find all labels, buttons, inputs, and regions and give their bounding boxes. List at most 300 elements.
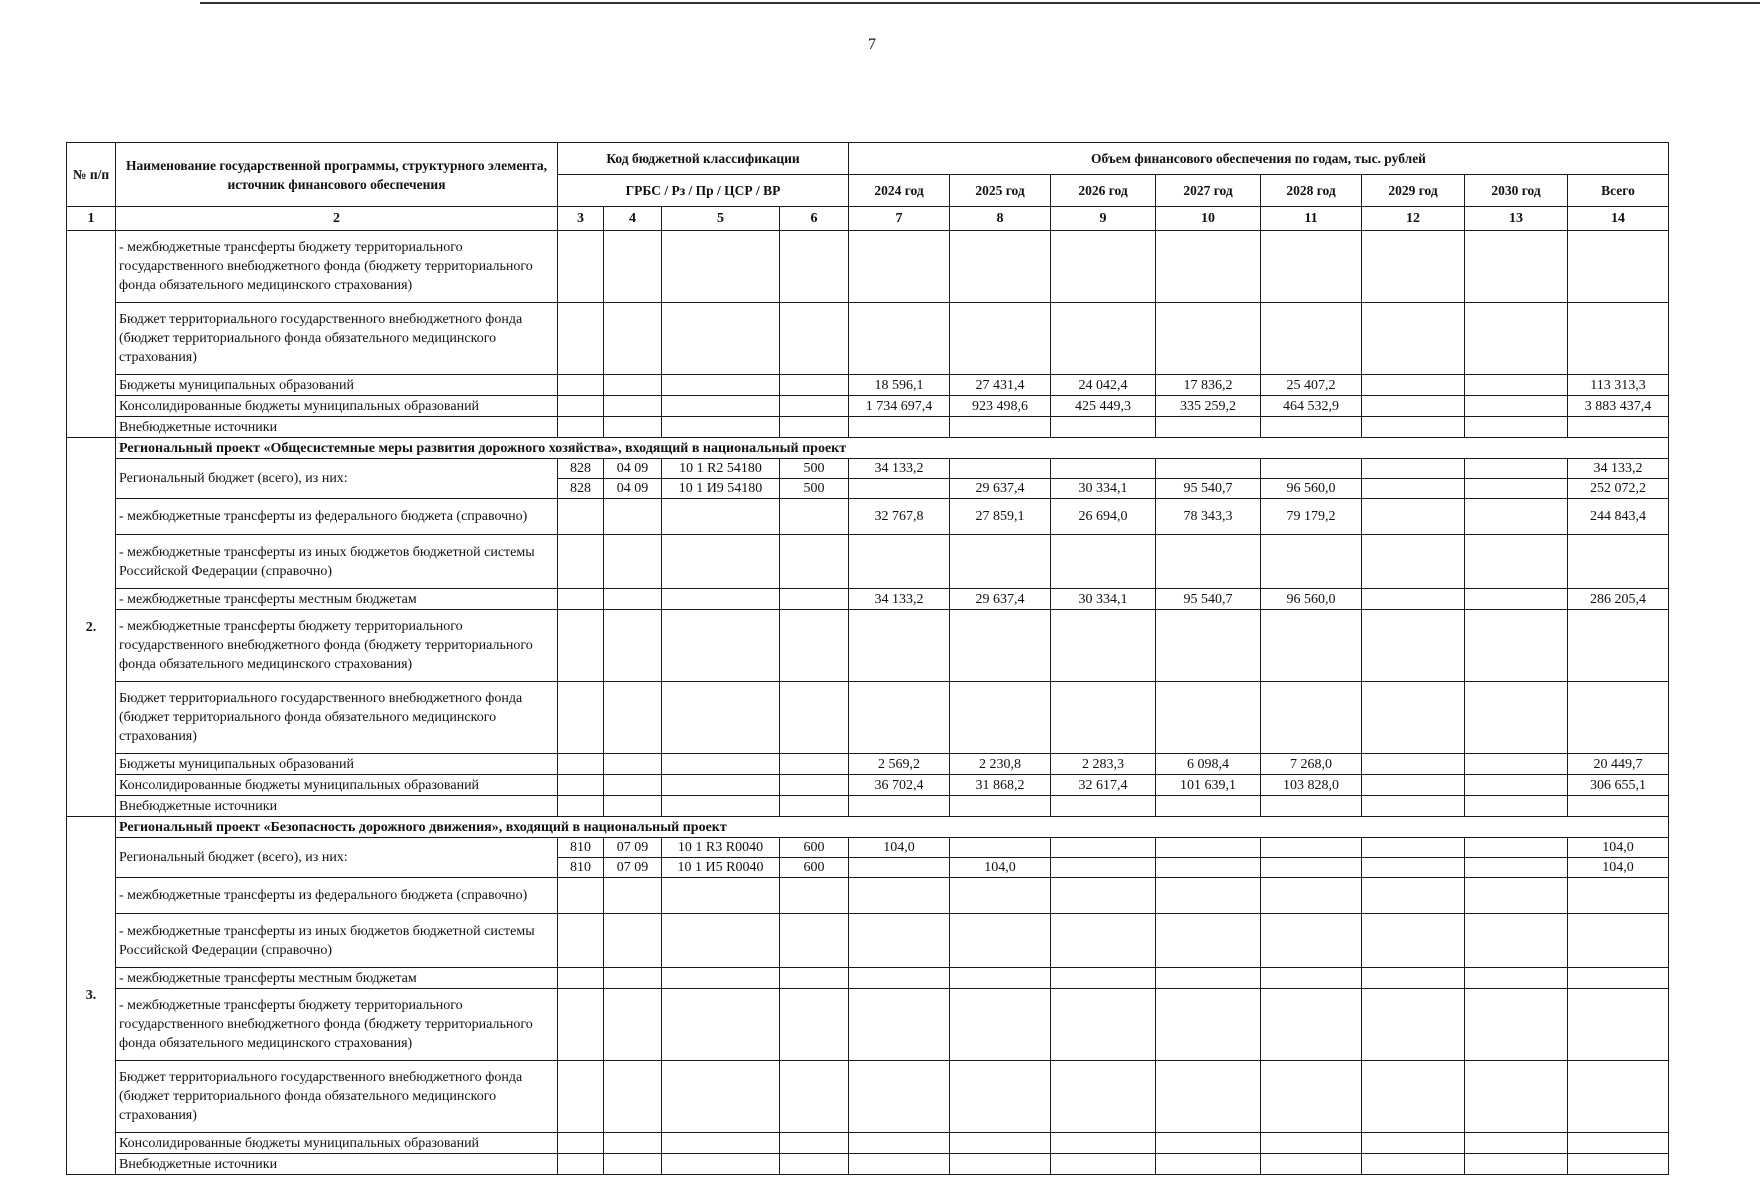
value-cell	[1362, 1154, 1465, 1175]
code-cell	[558, 1061, 604, 1133]
code-cell	[662, 589, 780, 610]
value-cell	[1156, 682, 1261, 754]
value-cell	[1362, 989, 1465, 1061]
value-cell	[1156, 610, 1261, 682]
code-cell	[558, 535, 604, 589]
value-cell: 30 334,1	[1051, 479, 1156, 499]
value-cell: 95 540,7	[1156, 589, 1261, 610]
value-cell	[1156, 1154, 1261, 1175]
value-cell	[849, 1154, 950, 1175]
value-cell	[1568, 610, 1669, 682]
row-name: - межбюджетные трансферты из иных бюджетов бюджетной системы Российской Федерации (справочно)	[116, 914, 558, 968]
section-title-row	[67, 438, 1669, 459]
value-cell	[1261, 914, 1362, 968]
value-cell	[1465, 775, 1568, 796]
header-code-sub: ГРБС / Рз / Пр / ЦСР / ВР	[558, 175, 849, 207]
value-cell: 17 836,2	[1156, 375, 1261, 396]
value-cell	[1156, 989, 1261, 1061]
value-cell	[1362, 775, 1465, 796]
value-cell	[1465, 479, 1568, 499]
code-cell	[662, 775, 780, 796]
code-cell	[558, 231, 604, 303]
row-name: Бюджеты муниципальных образований	[116, 375, 558, 396]
code-cell	[558, 754, 604, 775]
value-cell	[1362, 417, 1465, 438]
value-cell	[1465, 610, 1568, 682]
value-cell: 306 655,1	[1568, 775, 1669, 796]
code-cell	[780, 303, 849, 375]
code-cell	[662, 682, 780, 754]
row-name: - межбюджетные трансферты местным бюджетам	[116, 589, 558, 610]
vr-cell: 500	[780, 479, 849, 499]
table-row	[67, 499, 1669, 535]
value-cell: 29 637,4	[950, 479, 1051, 499]
value-cell: 104,0	[1568, 838, 1669, 858]
table-row	[67, 1061, 1669, 1133]
value-cell	[1568, 535, 1669, 589]
value-cell: 25 407,2	[1261, 375, 1362, 396]
code-cell	[604, 303, 662, 375]
value-cell	[1568, 417, 1669, 438]
value-cell	[1156, 968, 1261, 989]
value-cell	[950, 1061, 1051, 1133]
value-cell	[1051, 968, 1156, 989]
value-cell: 464 532,9	[1261, 396, 1362, 417]
code-cell	[558, 1133, 604, 1154]
value-cell: 34 133,2	[849, 459, 950, 479]
value-cell	[1156, 878, 1261, 914]
value-cell	[950, 796, 1051, 817]
code-cell	[558, 775, 604, 796]
code-cell	[558, 914, 604, 968]
value-cell	[1362, 682, 1465, 754]
section-title-row	[67, 817, 1669, 838]
value-cell	[1465, 1133, 1568, 1154]
rz-pr-cell: 04 09	[604, 459, 662, 479]
code-cell	[604, 1133, 662, 1154]
code-cell	[558, 610, 604, 682]
value-cell	[950, 682, 1051, 754]
value-cell: 335 259,2	[1156, 396, 1261, 417]
csr-cell: 10 1 R2 54180	[662, 459, 780, 479]
value-cell	[1051, 303, 1156, 375]
regional-budget-label: Региональный бюджет (всего), из них:	[116, 459, 558, 499]
value-cell	[1465, 535, 1568, 589]
value-cell	[1465, 417, 1568, 438]
value-cell	[1051, 1133, 1156, 1154]
code-cell	[780, 989, 849, 1061]
value-cell: 6 098,4	[1156, 754, 1261, 775]
code-cell	[780, 375, 849, 396]
vr-cell: 500	[780, 459, 849, 479]
value-cell	[1362, 914, 1465, 968]
value-cell: 32 617,4	[1051, 775, 1156, 796]
value-cell: 27 431,4	[950, 375, 1051, 396]
value-cell	[950, 610, 1051, 682]
value-cell	[1156, 796, 1261, 817]
value-cell	[1362, 1133, 1465, 1154]
table-row	[67, 796, 1669, 817]
code-cell	[604, 754, 662, 775]
value-cell	[849, 610, 950, 682]
value-cell	[1261, 535, 1362, 589]
value-cell	[1261, 838, 1362, 858]
value-cell	[1362, 610, 1465, 682]
value-cell	[1465, 1154, 1568, 1175]
value-cell: 36 702,4	[849, 775, 950, 796]
value-cell	[1465, 231, 1568, 303]
code-cell	[662, 499, 780, 535]
value-cell	[1568, 1133, 1669, 1154]
row-name: - межбюджетные трансферты из федерального бюджета (справочно)	[116, 878, 558, 914]
value-cell	[1051, 838, 1156, 858]
code-cell	[558, 396, 604, 417]
value-cell	[1568, 914, 1669, 968]
header-year: 2027 год	[1156, 175, 1261, 207]
table-row	[67, 396, 1669, 417]
row-name: - межбюджетные трансферты бюджету территориального государственного внебюджетного фонда (бюджету территориального фонда обязательного медицинского страхования)	[116, 610, 558, 682]
value-cell	[1261, 1061, 1362, 1133]
code-cell	[604, 989, 662, 1061]
grbs-cell: 810	[558, 858, 604, 878]
value-cell: 24 042,4	[1051, 375, 1156, 396]
row-name: - межбюджетные трансферты из федерального бюджета (справочно)	[116, 499, 558, 535]
value-cell	[1362, 535, 1465, 589]
value-cell	[1568, 989, 1669, 1061]
grbs-cell: 828	[558, 459, 604, 479]
value-cell	[1051, 858, 1156, 878]
value-cell	[1362, 858, 1465, 878]
value-cell	[1156, 303, 1261, 375]
value-cell	[1051, 231, 1156, 303]
code-cell	[780, 1154, 849, 1175]
value-cell: 31 868,2	[950, 775, 1051, 796]
value-cell	[1465, 838, 1568, 858]
csr-cell: 10 1 И9 54180	[662, 479, 780, 499]
value-cell	[1051, 459, 1156, 479]
value-cell	[950, 968, 1051, 989]
value-cell	[849, 231, 950, 303]
value-cell	[849, 682, 950, 754]
row-name: Консолидированные бюджеты муниципальных образований	[116, 775, 558, 796]
value-cell: 104,0	[849, 838, 950, 858]
header-year: 2028 год	[1261, 175, 1362, 207]
value-cell: 18 596,1	[849, 375, 950, 396]
code-cell	[662, 535, 780, 589]
value-cell	[1465, 303, 1568, 375]
value-cell	[1051, 682, 1156, 754]
header-row-1	[67, 143, 1669, 175]
value-cell	[1465, 796, 1568, 817]
value-cell	[1568, 303, 1669, 375]
table-row	[67, 1154, 1669, 1175]
csr-cell: 10 1 И5 R0040	[662, 858, 780, 878]
header-year: 2030 год	[1465, 175, 1568, 207]
section-title: Региональный проект «Безопасность дорожного движения», входящий в национальный проект	[116, 817, 1669, 838]
value-cell: 425 449,3	[1051, 396, 1156, 417]
column-number-row	[67, 207, 1669, 231]
value-cell	[1362, 231, 1465, 303]
value-cell	[1465, 754, 1568, 775]
value-cell	[950, 459, 1051, 479]
value-cell	[1156, 838, 1261, 858]
value-cell	[1362, 375, 1465, 396]
table-row	[67, 1133, 1669, 1154]
vr-cell: 600	[780, 858, 849, 878]
row-name: Бюджет территориального государственного внебюджетного фонда (бюджет территориального фонда обязательного медицинского страхования)	[116, 303, 558, 375]
value-cell	[1051, 796, 1156, 817]
code-cell	[662, 396, 780, 417]
header-name: Наименование государственной программы, структурного элемента, источник финансового обеспечения	[116, 143, 558, 207]
column-number: 1	[67, 207, 116, 231]
column-number: 4	[604, 207, 662, 231]
vr-cell: 600	[780, 838, 849, 858]
header-num: № п/п	[67, 143, 116, 207]
code-cell	[604, 878, 662, 914]
column-number: 2	[116, 207, 558, 231]
value-cell	[1465, 968, 1568, 989]
value-cell: 1 734 697,4	[849, 396, 950, 417]
value-cell	[1568, 682, 1669, 754]
page-number: 7	[868, 36, 876, 53]
code-cell	[604, 775, 662, 796]
value-cell: 96 560,0	[1261, 479, 1362, 499]
value-cell	[849, 417, 950, 438]
code-cell	[604, 499, 662, 535]
value-cell	[849, 968, 950, 989]
value-cell	[950, 878, 1051, 914]
value-cell	[1465, 375, 1568, 396]
code-cell	[558, 989, 604, 1061]
column-number: 5	[662, 207, 780, 231]
value-cell	[1156, 417, 1261, 438]
code-cell	[604, 396, 662, 417]
value-cell	[1261, 610, 1362, 682]
value-cell	[1465, 459, 1568, 479]
value-cell	[1465, 682, 1568, 754]
value-cell	[1261, 858, 1362, 878]
value-cell	[1261, 459, 1362, 479]
table-row	[67, 878, 1669, 914]
code-cell	[662, 375, 780, 396]
code-cell	[780, 1061, 849, 1133]
value-cell: 27 859,1	[950, 499, 1051, 535]
value-cell	[1568, 878, 1669, 914]
table-row	[67, 303, 1669, 375]
code-cell	[662, 1154, 780, 1175]
table-row	[67, 417, 1669, 438]
value-cell	[1465, 858, 1568, 878]
value-cell	[849, 989, 950, 1061]
value-cell: 286 205,4	[1568, 589, 1669, 610]
value-cell	[1362, 754, 1465, 775]
value-cell: 252 072,2	[1568, 479, 1669, 499]
row-number-cell	[67, 231, 116, 438]
column-number: 7	[849, 207, 950, 231]
value-cell	[1261, 796, 1362, 817]
header-year: 2024 год	[849, 175, 950, 207]
value-cell	[849, 878, 950, 914]
column-number: 14	[1568, 207, 1669, 231]
value-cell: 95 540,7	[1156, 479, 1261, 499]
value-cell	[950, 1154, 1051, 1175]
value-cell: 2 230,8	[950, 754, 1051, 775]
regional-budget-row	[67, 459, 1669, 479]
header-total: Всего	[1568, 175, 1669, 207]
row-name: Внебюджетные источники	[116, 1154, 558, 1175]
value-cell	[1362, 796, 1465, 817]
value-cell: 2 569,2	[849, 754, 950, 775]
code-cell	[780, 914, 849, 968]
value-cell: 34 133,2	[1568, 459, 1669, 479]
value-cell	[849, 479, 950, 499]
value-cell: 32 767,8	[849, 499, 950, 535]
value-cell: 20 449,7	[1568, 754, 1669, 775]
code-cell	[780, 396, 849, 417]
row-name: Бюджеты муниципальных образований	[116, 754, 558, 775]
code-cell	[604, 610, 662, 682]
value-cell	[1362, 968, 1465, 989]
value-cell	[1051, 610, 1156, 682]
value-cell	[1156, 858, 1261, 878]
value-cell	[1465, 878, 1568, 914]
value-cell: 923 498,6	[950, 396, 1051, 417]
value-cell	[950, 303, 1051, 375]
section-number: 2.	[67, 438, 116, 817]
value-cell	[1261, 1133, 1362, 1154]
code-cell	[558, 1154, 604, 1175]
value-cell	[849, 914, 950, 968]
value-cell	[849, 303, 950, 375]
column-number: 11	[1261, 207, 1362, 231]
code-cell	[604, 914, 662, 968]
value-cell: 113 313,3	[1568, 375, 1669, 396]
value-cell: 244 843,4	[1568, 499, 1669, 535]
code-cell	[780, 878, 849, 914]
header-year: 2025 год	[950, 175, 1051, 207]
table-row	[67, 231, 1669, 303]
row-name: Консолидированные бюджеты муниципальных образований	[116, 396, 558, 417]
code-cell	[662, 968, 780, 989]
value-cell	[1261, 989, 1362, 1061]
row-name: - межбюджетные трансферты из иных бюджетов бюджетной системы Российской Федерации (справочно)	[116, 535, 558, 589]
value-cell	[1465, 914, 1568, 968]
value-cell	[1156, 1061, 1261, 1133]
csr-cell: 10 1 R3 R0040	[662, 838, 780, 858]
code-cell	[780, 968, 849, 989]
code-cell	[558, 375, 604, 396]
value-cell: 96 560,0	[1261, 589, 1362, 610]
value-cell	[1156, 459, 1261, 479]
value-cell	[1362, 459, 1465, 479]
table-row	[67, 989, 1669, 1061]
value-cell	[950, 838, 1051, 858]
value-cell	[1051, 878, 1156, 914]
value-cell	[1568, 968, 1669, 989]
column-number: 13	[1465, 207, 1568, 231]
value-cell: 2 283,3	[1051, 754, 1156, 775]
value-cell	[849, 858, 950, 878]
code-cell	[662, 914, 780, 968]
value-cell: 103 828,0	[1261, 775, 1362, 796]
code-cell	[662, 1133, 780, 1154]
code-cell	[604, 796, 662, 817]
table-row	[67, 914, 1669, 968]
value-cell	[1051, 417, 1156, 438]
row-name: Бюджет территориального государственного внебюджетного фонда (бюджет территориального фонда обязательного медицинского страхования)	[116, 682, 558, 754]
value-cell	[1051, 1061, 1156, 1133]
value-cell	[849, 1061, 950, 1133]
code-cell	[604, 1061, 662, 1133]
value-cell	[1261, 417, 1362, 438]
grbs-cell: 810	[558, 838, 604, 858]
code-cell	[780, 499, 849, 535]
value-cell: 104,0	[950, 858, 1051, 878]
column-number: 10	[1156, 207, 1261, 231]
code-cell	[662, 231, 780, 303]
code-cell	[604, 231, 662, 303]
table-row	[67, 968, 1669, 989]
code-cell	[662, 610, 780, 682]
value-cell	[1261, 878, 1362, 914]
regional-budget-label: Региональный бюджет (всего), из них:	[116, 838, 558, 878]
section-number: 3.	[67, 817, 116, 1175]
value-cell	[1051, 989, 1156, 1061]
value-cell: 26 694,0	[1051, 499, 1156, 535]
code-cell	[558, 303, 604, 375]
value-cell	[1362, 396, 1465, 417]
code-cell	[780, 682, 849, 754]
code-cell	[558, 682, 604, 754]
value-cell	[1568, 796, 1669, 817]
value-cell	[1156, 1133, 1261, 1154]
value-cell	[1362, 499, 1465, 535]
table-row	[67, 775, 1669, 796]
code-cell	[662, 989, 780, 1061]
top-border-line	[200, 2, 1760, 4]
code-cell	[604, 375, 662, 396]
value-cell	[1261, 682, 1362, 754]
column-number: 6	[780, 207, 849, 231]
code-cell	[662, 417, 780, 438]
code-cell	[780, 1133, 849, 1154]
rz-pr-cell: 04 09	[604, 479, 662, 499]
value-cell	[950, 914, 1051, 968]
column-number: 9	[1051, 207, 1156, 231]
code-cell	[604, 682, 662, 754]
value-cell	[1261, 303, 1362, 375]
code-cell	[780, 775, 849, 796]
value-cell: 29 637,4	[950, 589, 1051, 610]
code-cell	[558, 417, 604, 438]
row-name: Бюджет территориального государственного внебюджетного фонда (бюджет территориального фонда обязательного медицинского страхования)	[116, 1061, 558, 1133]
code-cell	[780, 417, 849, 438]
row-name: Внебюджетные источники	[116, 796, 558, 817]
code-cell	[604, 589, 662, 610]
value-cell	[1362, 838, 1465, 858]
code-cell	[662, 1061, 780, 1133]
column-number: 12	[1362, 207, 1465, 231]
value-cell	[1465, 396, 1568, 417]
value-cell	[849, 796, 950, 817]
row-name: - межбюджетные трансферты бюджету территориального государственного внебюджетного фонда (бюджету территориального фонда обязательного медицинского страхования)	[116, 989, 558, 1061]
value-cell	[1362, 303, 1465, 375]
code-cell	[604, 968, 662, 989]
code-cell	[604, 417, 662, 438]
code-cell	[780, 796, 849, 817]
value-cell	[1362, 589, 1465, 610]
value-cell	[950, 1133, 1051, 1154]
